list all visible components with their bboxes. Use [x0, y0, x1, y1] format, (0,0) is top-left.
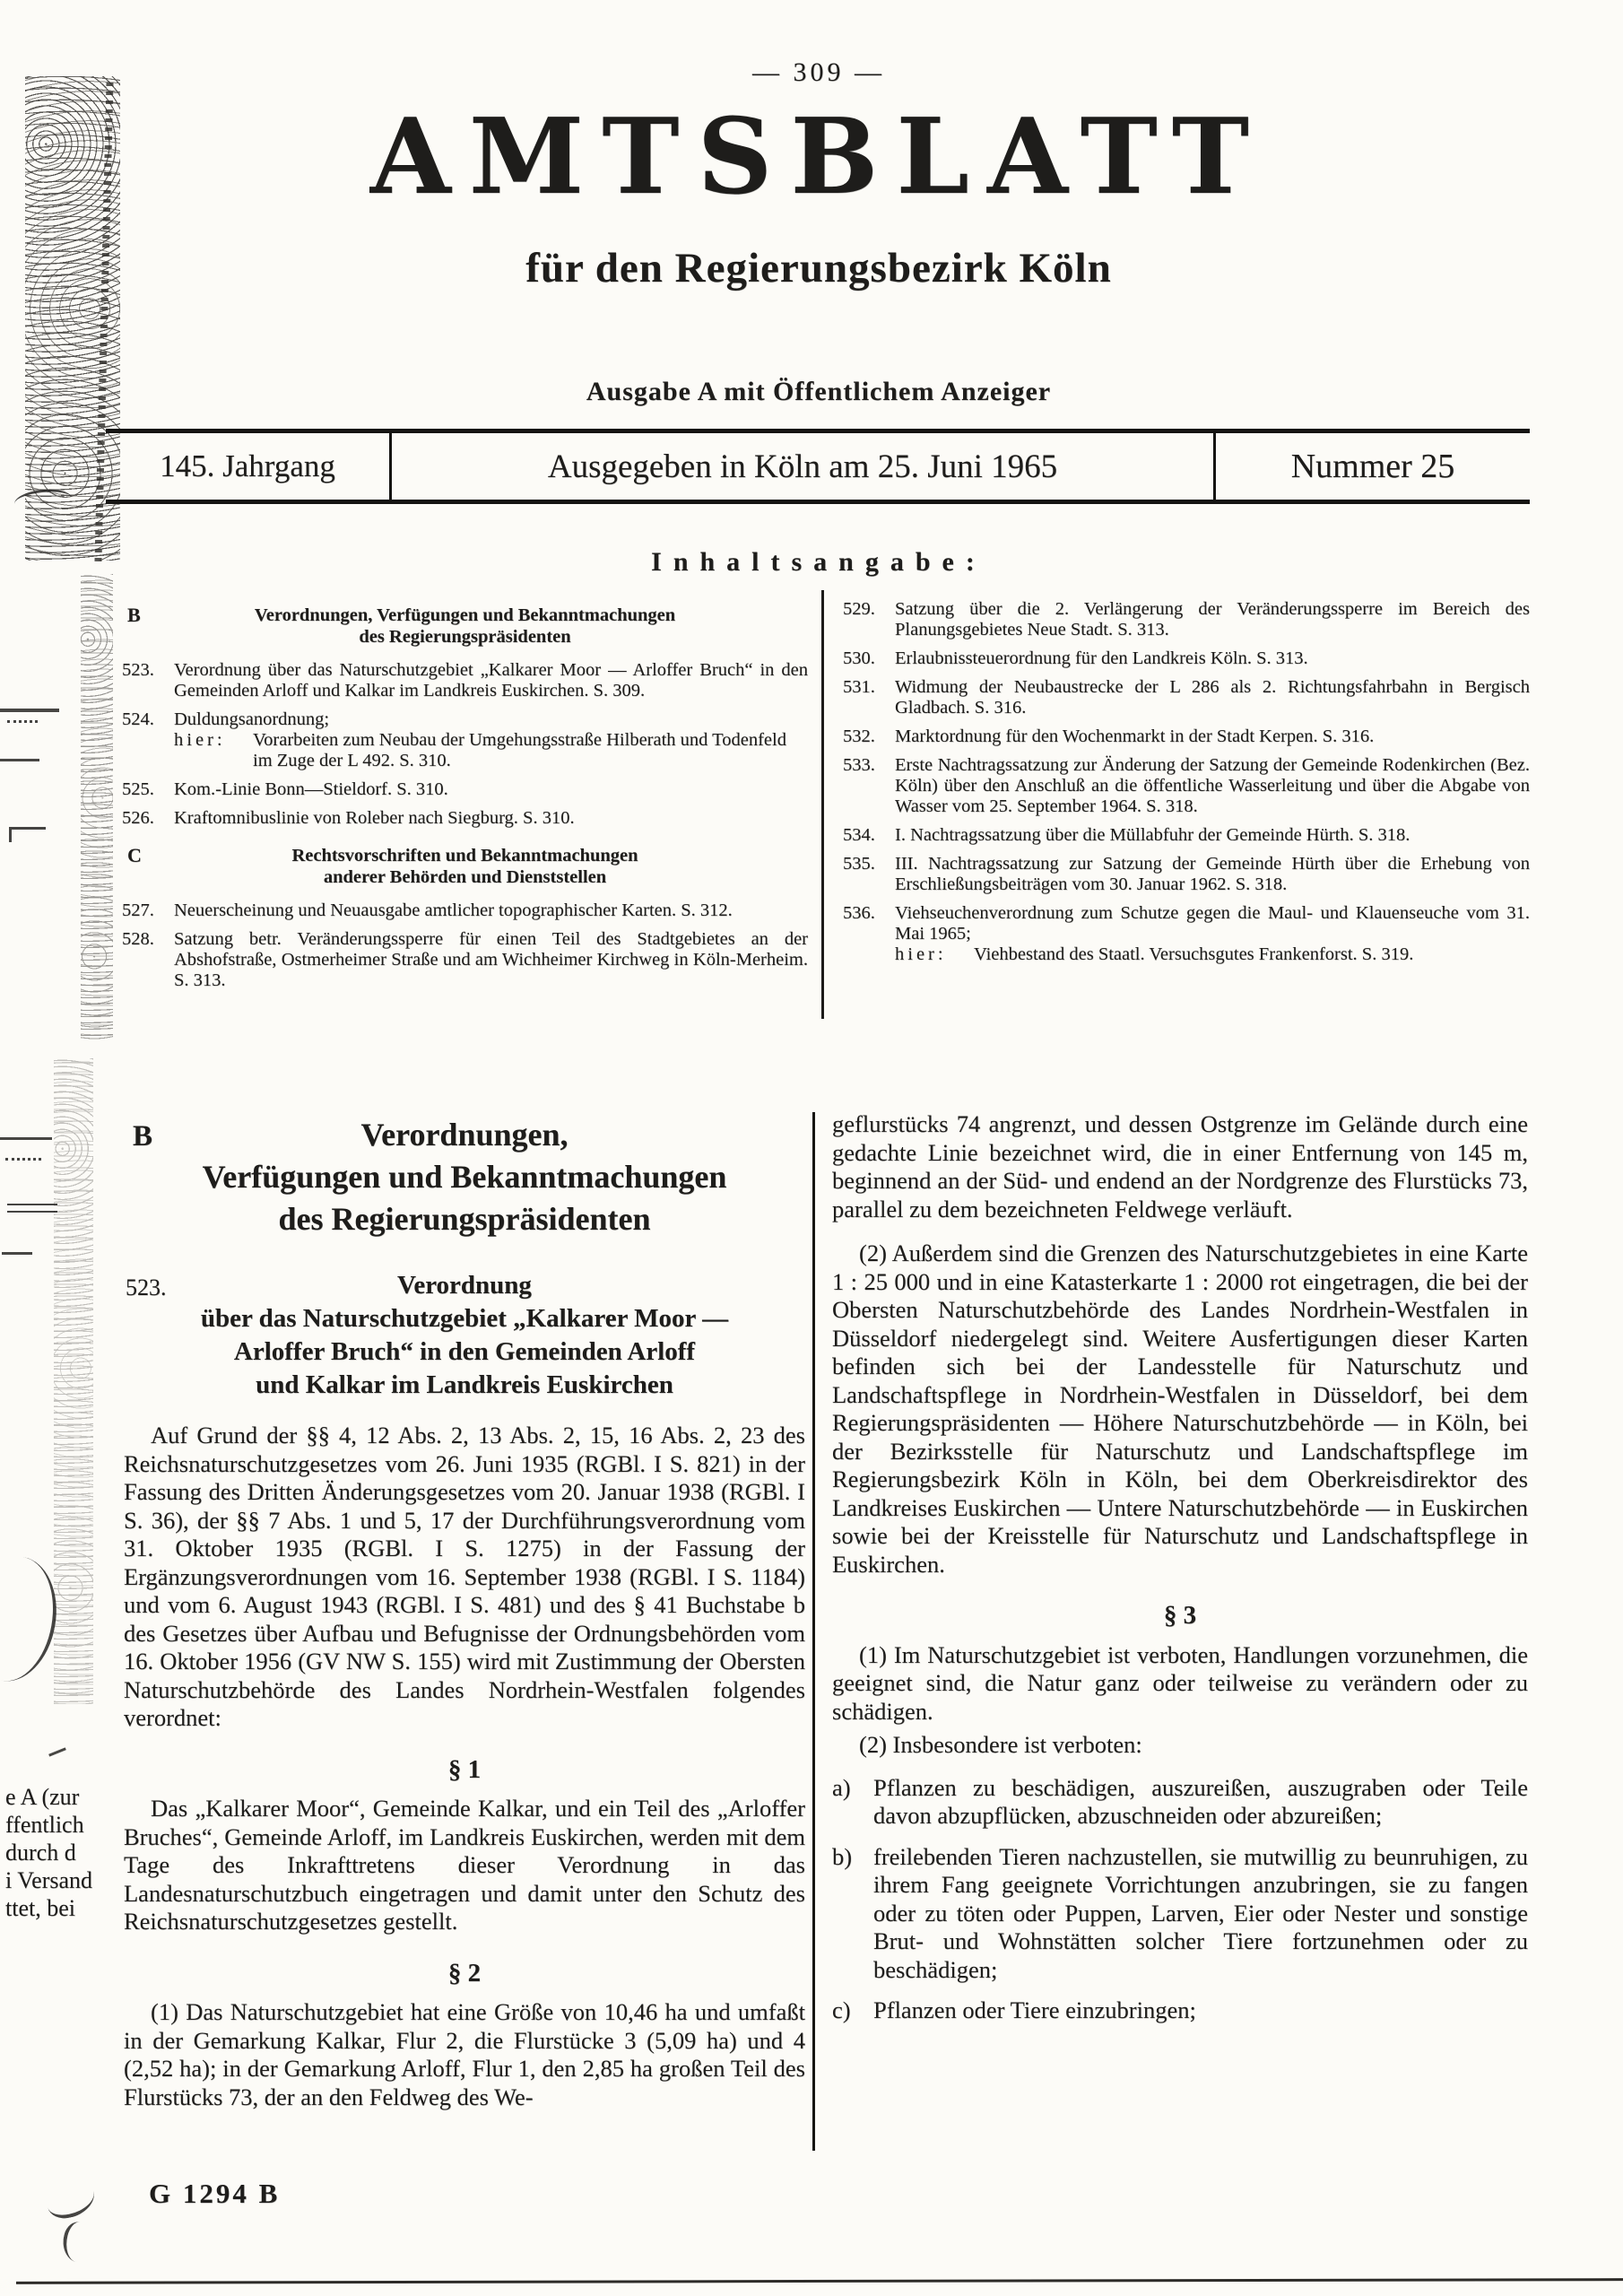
toc-section-title-line: des Regierungspräsidenten: [359, 627, 571, 647]
ordinance-title-line: und Kalkar im Landkreis Euskirchen: [256, 1370, 673, 1399]
toc-item-number: 523.: [122, 660, 154, 680]
section-sign-heading: § 3: [1163, 1601, 1197, 1630]
fragment-line: durch d: [5, 1839, 76, 1866]
toc-item-number: 529.: [843, 599, 875, 619]
prohibition-list-item: [832, 1843, 1528, 1985]
toc-item-text: Duldungsanordnung;: [174, 709, 330, 729]
margin-mark: [5, 1158, 41, 1161]
list-item-text: freilebenden Tieren nachzustellen, sie mutwillig zu beunruhigen, zu ihrem Fang geeignete Vorrichtungen anzubringen, sie zu fangen oder zu töten oder Puppen, Larven, Eier oder Nester und sonstige Brut- und Wohnstätten solcher Tiere fortzunehmen oder zu beschädigen;: [873, 1842, 1528, 1983]
toc-section-title-line: anderer Behörden und Dienststellen: [323, 867, 607, 887]
list-item-label: b): [832, 1842, 853, 1870]
toc-item: [843, 677, 1530, 718]
toc-subentry-text: Viehbestand des Staatl. Versuchsgutes Frankenforst. S. 319.: [974, 944, 1414, 964]
ordinance-title-line: Verordnung: [397, 1271, 532, 1300]
toc-item-number: 524.: [122, 709, 154, 729]
scan-edge-line: [16, 2278, 1623, 2284]
body-right-column: [832, 1110, 1528, 2038]
toc-item: [843, 755, 1530, 817]
toc-item: [843, 825, 1530, 846]
toc-section-title-line: Rechtsvorschriften und Bekanntmachungen: [291, 846, 638, 865]
margin-scribble: [43, 2177, 98, 2222]
body-paragraph: (2) Außerdem sind die Grenzen des Naturschutzgebietes in eine Karte 1 : 25 000 und in eine Katasterkarte 1 : 2000 rot eingetragen, die bei der Obersten Naturschutzbehörde des Landes Nordrhein-Westfalen in Düsseldorf niedergelegt sind. Weitere Ausfertigungen dieser Karten befinden sich bei der Landesstelle für Naturschutz und Landschaftspflege in Nordrhein-Westfalen in Düsseldorf, bei dem Regierungspräsidenten — Höhere Naturschutzbehörde — in Köln, bei der Bezirksstelle für Naturschutz und Landschaftspflege im Regierungsbezirk Köln in Köln, bei dem Oberkreisdirektor des Landkreises Euskirchen — Untere Naturschutzbehörde — in Euskirchen sowie bei der Kreisstelle für Naturschutz und Landschaftspflege in Euskirchen.: [832, 1239, 1528, 1578]
list-item-text: Pflanzen zu beschädigen, auszureißen, auszugraben oder Teile davon abzupflücken, abzuschneiden oder abzureißen;: [873, 1773, 1528, 1829]
fragment-line: e A (zur: [5, 1784, 80, 1810]
masthead-title: AMTSBLATT: [369, 96, 1268, 218]
ordinance-heading: [124, 1269, 805, 1402]
body-paragraph: geflurstücks 74 angrenzt, und dessen Ostgrenze im Gelände durch eine gedachte Linie bezeichnet wird, die in einer Entfernung von 145 m, beginnend an der Süd- und endend an der Nordgrenze des Flurstücks 73, parallel zu dem bezeichneten Feldwege verläuft.: [832, 1110, 1528, 1222]
margin-mark: [0, 1137, 52, 1140]
ordinance-title-line: Arloffer Bruch“ in den Gemeinden Arloff: [233, 1337, 696, 1366]
margin-text-fragment: [5, 1783, 120, 1922]
toc-right-column: [843, 599, 1530, 973]
toc-item-number: 525.: [122, 779, 154, 799]
margin-mark: [48, 1747, 66, 1756]
body-paragraph: Das „Kalkarer Moor“, Gemeinde Kalkar, und ein Teil des „Arloffer Bruches“, Gemeinde Arloff, im Landkreis Euskirchen, werden mit dem Tage des Inkrafttretens dieser Verordnung in das Landesnaturschutzbuch eingetragen und damit unter den Schutz des Reichsnaturschutzgesetzes gestellt.: [124, 1795, 805, 1935]
toc-item-text: Erlaubnissteuerordnung für den Landkreis Köln. S. 313.: [895, 648, 1308, 668]
toc-item-number: 527.: [122, 900, 154, 920]
issue-volume: 145. Jahrgang: [160, 448, 335, 483]
print-code: G 1294 B: [149, 2178, 281, 2209]
toc-item-number: 526.: [122, 808, 154, 828]
toc-item: [843, 648, 1530, 669]
body-section-heading: [124, 1114, 805, 1240]
ordinance-title-line: über das Naturschutzgebiet „Kalkarer Moor —: [200, 1304, 729, 1333]
section-sign-heading: § 1: [447, 1754, 482, 1784]
toc-item-number: 528.: [122, 929, 154, 949]
toc-item-subentry: [174, 730, 808, 771]
margin-mark: [7, 720, 38, 723]
margin-mark: [0, 709, 59, 712]
toc-item: [843, 726, 1530, 747]
toc-item-text: Satzung betr. Veränderungssperre für einen Teil des Stadtgebietes an der Abshofstraße, Ostmerheimer Straße und am Wichheimer Kirchweg in Köln-Merheim. S. 313.: [174, 929, 808, 990]
section-heading-line: Verordnungen,: [360, 1117, 568, 1152]
prohibition-list-item: [832, 1774, 1528, 1831]
margin-mark: [0, 759, 39, 761]
toc-item: [122, 808, 808, 829]
body-paragraph: (1) Das Naturschutzgebiet hat eine Größe von 10,46 ha und umfaßt in der Gemarkung Kalkar, Flur 2, die Flurstücke 3 (5,09 ha) und 4 (2,52 ha); in der Gemarkung Arloff, Flur 1, den 2,85 ha großen Teil des Flurstücks 73, der an den Feldweg des We-: [124, 1998, 805, 2110]
toc-item-text: I. Nachtragssatzung über die Müllabfuhr der Gemeinde Hürth. S. 318.: [895, 825, 1410, 845]
list-item-text: Pflanzen oder Tiere einzubringen;: [873, 1996, 1196, 2023]
margin-mark: [2, 1252, 32, 1255]
scan-noise-strip: [54, 1058, 93, 1704]
toc-subentry-text: Vorarbeiten zum Neubau der Umgehungsstraße Hilberath und Todenfeld im Zuge der L 492. S. 310.: [253, 730, 786, 770]
scan-noise-strip: [81, 574, 113, 1040]
toc-section-c: [122, 845, 808, 888]
toc-item-text: III. Nachtragssatzung zur Satzung der Gemeinde Hürth über die Erhebung von Erschließungsbeiträgen vom 30. Januar 1962. S. 318.: [895, 854, 1530, 894]
toc-item: [122, 660, 808, 701]
list-item-label: c): [832, 1996, 851, 2023]
toc-item-text: Viehseuchenverordnung zum Schutze gegen die Maul- und Klauenseuche vom 31. Mai 1965;: [895, 903, 1530, 944]
ordinance-number: 523.: [126, 1274, 167, 1300]
issue-date: Ausgegeben in Köln am 25. Juni 1965: [389, 433, 1216, 500]
issue-bar: [106, 429, 1530, 504]
body-paragraph: (2) Insbesondere ist verboten:: [859, 1731, 1142, 1758]
body-paragraph: Auf Grund der §§ 4, 12 Abs. 2, 13 Abs. 2, 15, 16 Abs. 2, 23 des Reichsnaturschutzgesetzes vom 26. Juni 1935 (RGBl. I S. 821) in der Fassung des Dritten Änderungsgesetzes vom 20. Januar 1938 (RGBl. I S. 36), der §§ 7 Abs. 1 und 5, 17 der Durchführungsverordnung vom 31. Oktober 1935 (RGBl. I S. 1275) in der Fassung der Ergänzungsverordnungen vom 16. September 1938 (RGBl. I S. 1184) und vom 6. August 1943 (RGBl. I S. 481) und des § 41 Buchstabe b des Gesetzes über Aufbau und Befugnisse der Ordnungsbehörden vom 16. Oktober 1956 (GV NW S. 155) wird mit Zustimmung der Obersten Naturschutzbehörde des Landes Nordrhein-Westfalen folgendes verordnet:: [124, 1422, 805, 1731]
toc-left-column: [122, 599, 808, 999]
toc-item-number: 533.: [843, 755, 875, 775]
section-heading-line: des Regierungspräsidenten: [278, 1201, 651, 1237]
toc-item: [122, 709, 808, 730]
toc-item-text: Widmung der Neubaustrecke der L 286 als 2. Richtungsfahrbahn in Bergisch Gladbach. S. 316.: [895, 677, 1530, 718]
toc-section-b: [122, 604, 808, 648]
toc-item-number: 536.: [843, 903, 875, 923]
toc-item-text: Marktordnung für den Wochenmarkt in der Stadt Kerpen. S. 316.: [895, 726, 1375, 746]
toc-item-number: 534.: [843, 825, 875, 845]
toc-item-text: Neuerscheinung und Neuausgabe amtlicher topographischer Karten. S. 312.: [174, 900, 733, 920]
fragment-line: ffentlich: [5, 1812, 84, 1838]
prohibition-list-item: [832, 1996, 1528, 2025]
section-heading-line: Verfügungen und Bekanntmachungen: [202, 1159, 727, 1195]
section-sign-heading: § 2: [447, 1958, 482, 1987]
fragment-line: ttet, bei: [5, 1895, 75, 1921]
page-number: — 309 —: [752, 57, 885, 87]
toc-item: [122, 900, 808, 921]
toc-item: [843, 854, 1530, 895]
toc-item: [843, 903, 1530, 944]
toc-item-number: 535.: [843, 854, 875, 874]
issue-number: Nummer 25: [1290, 448, 1455, 485]
toc-item: [843, 599, 1530, 640]
toc-subentry-label: hier:: [174, 730, 226, 750]
toc-item-text: Kom.-Linie Bonn—Stieldorf. S. 310.: [174, 779, 448, 799]
toc-item-number: 532.: [843, 726, 875, 746]
toc-item-text: Kraftomnibuslinie von Roleber nach Siegburg. S. 310.: [174, 808, 575, 828]
masthead-subtitle: für den Regierungsbezirk Köln: [525, 245, 1112, 291]
toc-item-text: Satzung über die 2. Verlängerung der Veränderungssperre im Bereich des Planungsgebietes Neue Stadt. S. 313.: [895, 599, 1530, 639]
toc-item-subentry: [895, 944, 1530, 965]
toc-item-text: Verordnung über das Naturschutzgebiet „Kalkarer Moor — Arloffer Bruch“ in den Gemeinden Arloff und Kalkar im Landkreis Euskirchen. S. 309.: [174, 660, 808, 700]
margin-scribble: [58, 2220, 98, 2266]
toc-section-title-line: Verordnungen, Verfügungen und Bekanntmachungen: [254, 605, 676, 625]
fragment-line: i Versand: [5, 1867, 93, 1893]
toc-item: [122, 779, 808, 800]
toc-item-number: 530.: [843, 648, 875, 668]
margin-mark: [7, 1204, 57, 1213]
body-left-column: [124, 1114, 805, 2117]
toc-section-letter: C: [127, 844, 142, 866]
toc-heading: Inhaltsangabe:: [651, 547, 986, 577]
toc-item: [122, 929, 808, 991]
toc-subentry-label: hier:: [895, 944, 947, 964]
list-item-label: a): [832, 1773, 851, 1801]
body-column-divider: [812, 1112, 815, 2151]
masthead-edition-note: Ausgabe A mit Öffentlichem Anzeiger: [586, 377, 1052, 406]
margin-mark: [9, 827, 46, 842]
toc-column-divider: [821, 590, 824, 1019]
toc-item-number: 531.: [843, 677, 875, 697]
toc-section-letter: B: [127, 604, 141, 626]
body-section-letter: B: [133, 1120, 153, 1152]
toc-item-text: Erste Nachtragssatzung zur Änderung der Satzung der Gemeinde Rodenkirchen (Bez. Köln) über den Anschluß an die öffentliche Wasserleitung und über die Abgabe von Wasser vom 25. September 1964. S. 318.: [895, 755, 1530, 816]
body-paragraph: (1) Im Naturschutzgebiet ist verboten, Handlungen vorzunehmen, die geeignet sind, die Natur ganz oder teilweise zu verändern oder zu schädigen.: [832, 1640, 1528, 1725]
